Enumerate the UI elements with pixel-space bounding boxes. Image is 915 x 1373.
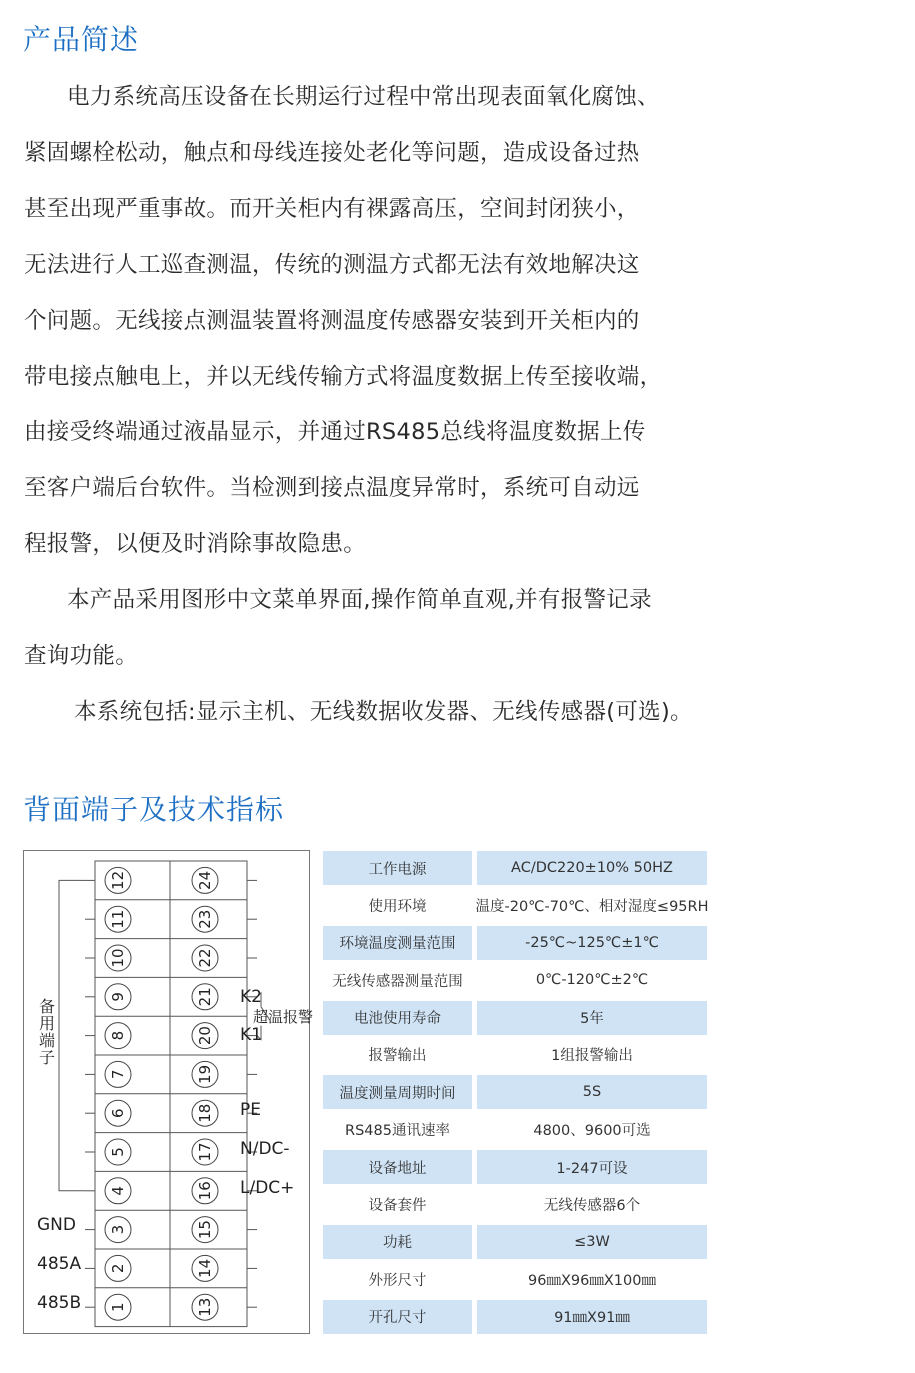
k1-label: K1 <box>240 1025 262 1045</box>
spec-value: 4800、9600可选 <box>533 1123 651 1140</box>
spec-value: 91㎜X91㎜ <box>477 1300 707 1334</box>
spec-row <box>323 962 708 999</box>
spec-name: RS485通讯速率 <box>345 1123 450 1140</box>
terminal-number: 19 <box>196 1064 214 1084</box>
terminal-number: 10 <box>109 948 127 968</box>
485a-label: 485A <box>37 1254 82 1274</box>
terminal-number: 23 <box>196 909 214 929</box>
section-title-overview: 产品简述 <box>23 23 140 56</box>
spec-name: 使用环境 <box>368 898 427 915</box>
spec-value: -25℃~125℃±1℃ <box>477 926 707 960</box>
terminal-number: 22 <box>196 948 214 968</box>
spec-name: 功耗 <box>323 1225 472 1259</box>
terminal-number: 7 <box>109 1069 127 1080</box>
terminal-number: 4 <box>109 1186 127 1196</box>
paragraph-line: 无法进行人工巡查测温，传统的测温方式都无法有效地解决这 <box>24 251 640 278</box>
spec-row <box>323 1112 708 1149</box>
pe-label: PE <box>240 1100 261 1120</box>
spec-row <box>323 1037 708 1074</box>
paragraph-line: 紧固螺栓松动，触点和母线连接处老化等问题，造成设备过热 <box>24 139 640 166</box>
terminal-number: 13 <box>196 1297 214 1317</box>
gnd-label: GND <box>37 1215 76 1235</box>
spec-row <box>323 850 708 887</box>
terminal-number: 18 <box>196 1103 214 1123</box>
section-title-terminals-specs: 背面端子及技术指标 <box>23 793 285 826</box>
paragraph-line: 个问题。无线接点测温装置将测温度传感器安装到开关柜内的 <box>24 307 640 334</box>
terminal-number: 20 <box>196 1026 214 1046</box>
spec-value: ≤3W <box>477 1225 707 1259</box>
spec-value: 5S <box>477 1075 707 1109</box>
spare-terminal-label: 备用端子 <box>38 997 55 1067</box>
spec-name: 设备地址 <box>323 1150 472 1184</box>
k2-label: K2 <box>240 987 262 1007</box>
paragraph-line: 本产品采用图形中文菜单界面,操作简单直观,并有报警记录 <box>67 587 652 614</box>
spare-terminal-bracket <box>59 880 85 1190</box>
terminal-number: 1 <box>109 1302 127 1312</box>
spec-row <box>323 1149 708 1186</box>
spec-row <box>323 925 708 962</box>
spec-row <box>323 887 708 924</box>
terminal-diagram <box>23 850 314 1334</box>
paragraph-line: 由接受终端通过液晶显示，并通过RS485总线将温度数据上传 <box>24 419 646 446</box>
paragraph-line: 电力系统高压设备在长期运行过程中常出现表面氧化腐蚀、 <box>67 84 660 110</box>
spec-value: AC/DC220±10% 50HZ <box>477 851 707 885</box>
spec-name: 设备套件 <box>368 1198 427 1215</box>
spec-name: 报警输出 <box>368 1048 427 1065</box>
spec-value: 1-247可设 <box>477 1150 707 1184</box>
over-temp-alarm-label: 超温报警 <box>253 1008 314 1026</box>
terminal-number: 14 <box>196 1258 214 1278</box>
paragraph-line: 带电接点触电上，并以无线传输方式将温度数据上传至接收端， <box>24 363 663 390</box>
terminal-number: 17 <box>196 1142 214 1162</box>
terminal-number: 3 <box>109 1224 127 1235</box>
terminal-number: 5 <box>109 1147 127 1157</box>
paragraph-line: 至客户端后台软件。当检测到接点温度异常时，系统可自动远 <box>24 475 640 502</box>
spec-value: 1组报警输出 <box>551 1048 633 1065</box>
terminal-number: 21 <box>196 987 214 1007</box>
spec-value: 96㎜X96㎜X100㎜ <box>528 1272 656 1289</box>
terminal-number: 12 <box>109 870 127 890</box>
paragraph-line: 程报警，以便及时消除事故隐患。 <box>24 531 367 558</box>
terminal-number: 24 <box>196 870 214 890</box>
spec-row <box>323 1261 708 1298</box>
paragraph-line: 甚至出现严重事故。而开关柜内有裸露高压，空间封闭狭小， <box>24 195 640 222</box>
l-dc-label: L/DC+ <box>240 1178 295 1198</box>
spec-value: 0℃-120℃±2℃ <box>535 972 649 989</box>
spec-name: 温度测量周期时间 <box>323 1075 472 1109</box>
spec-row <box>323 1224 708 1261</box>
spec-name: 开孔尺寸 <box>323 1300 472 1334</box>
spec-row <box>323 1000 708 1037</box>
terminal-number: 2 <box>109 1263 127 1274</box>
spec-name: 外形尺寸 <box>368 1272 427 1289</box>
paragraph-line: 本系统包括:显示主机、无线数据收发器、无线传感器(可选)。 <box>74 698 693 725</box>
spec-value: 温度-20℃-70℃、相对湿度≤95RH <box>475 898 709 915</box>
overview-text <box>24 70 724 741</box>
spec-row <box>323 1299 708 1336</box>
terminal-number: 16 <box>196 1181 214 1201</box>
spec-table <box>323 850 708 1336</box>
spec-name: 电池使用寿命 <box>323 1001 472 1035</box>
paragraph-line: 查询功能。 <box>24 643 139 670</box>
spec-row <box>323 1187 708 1224</box>
terminal-number: 11 <box>109 909 127 929</box>
spec-value: 5年 <box>477 1001 707 1035</box>
spec-value: 无线传感器6个 <box>543 1198 641 1215</box>
spec-name: 工作电源 <box>323 851 472 885</box>
485b-label: 485B <box>37 1293 82 1313</box>
spec-name: 环境温度测量范围 <box>323 926 472 960</box>
n-dc-label: N/DC- <box>240 1139 290 1159</box>
spec-row <box>323 1074 708 1111</box>
spec-name: 无线传感器测量范围 <box>332 973 463 990</box>
terminal-number: 8 <box>109 1030 127 1041</box>
terminal-number: 15 <box>196 1220 214 1240</box>
terminal-number: 9 <box>109 992 127 1002</box>
terminal-number: 6 <box>109 1108 127 1118</box>
